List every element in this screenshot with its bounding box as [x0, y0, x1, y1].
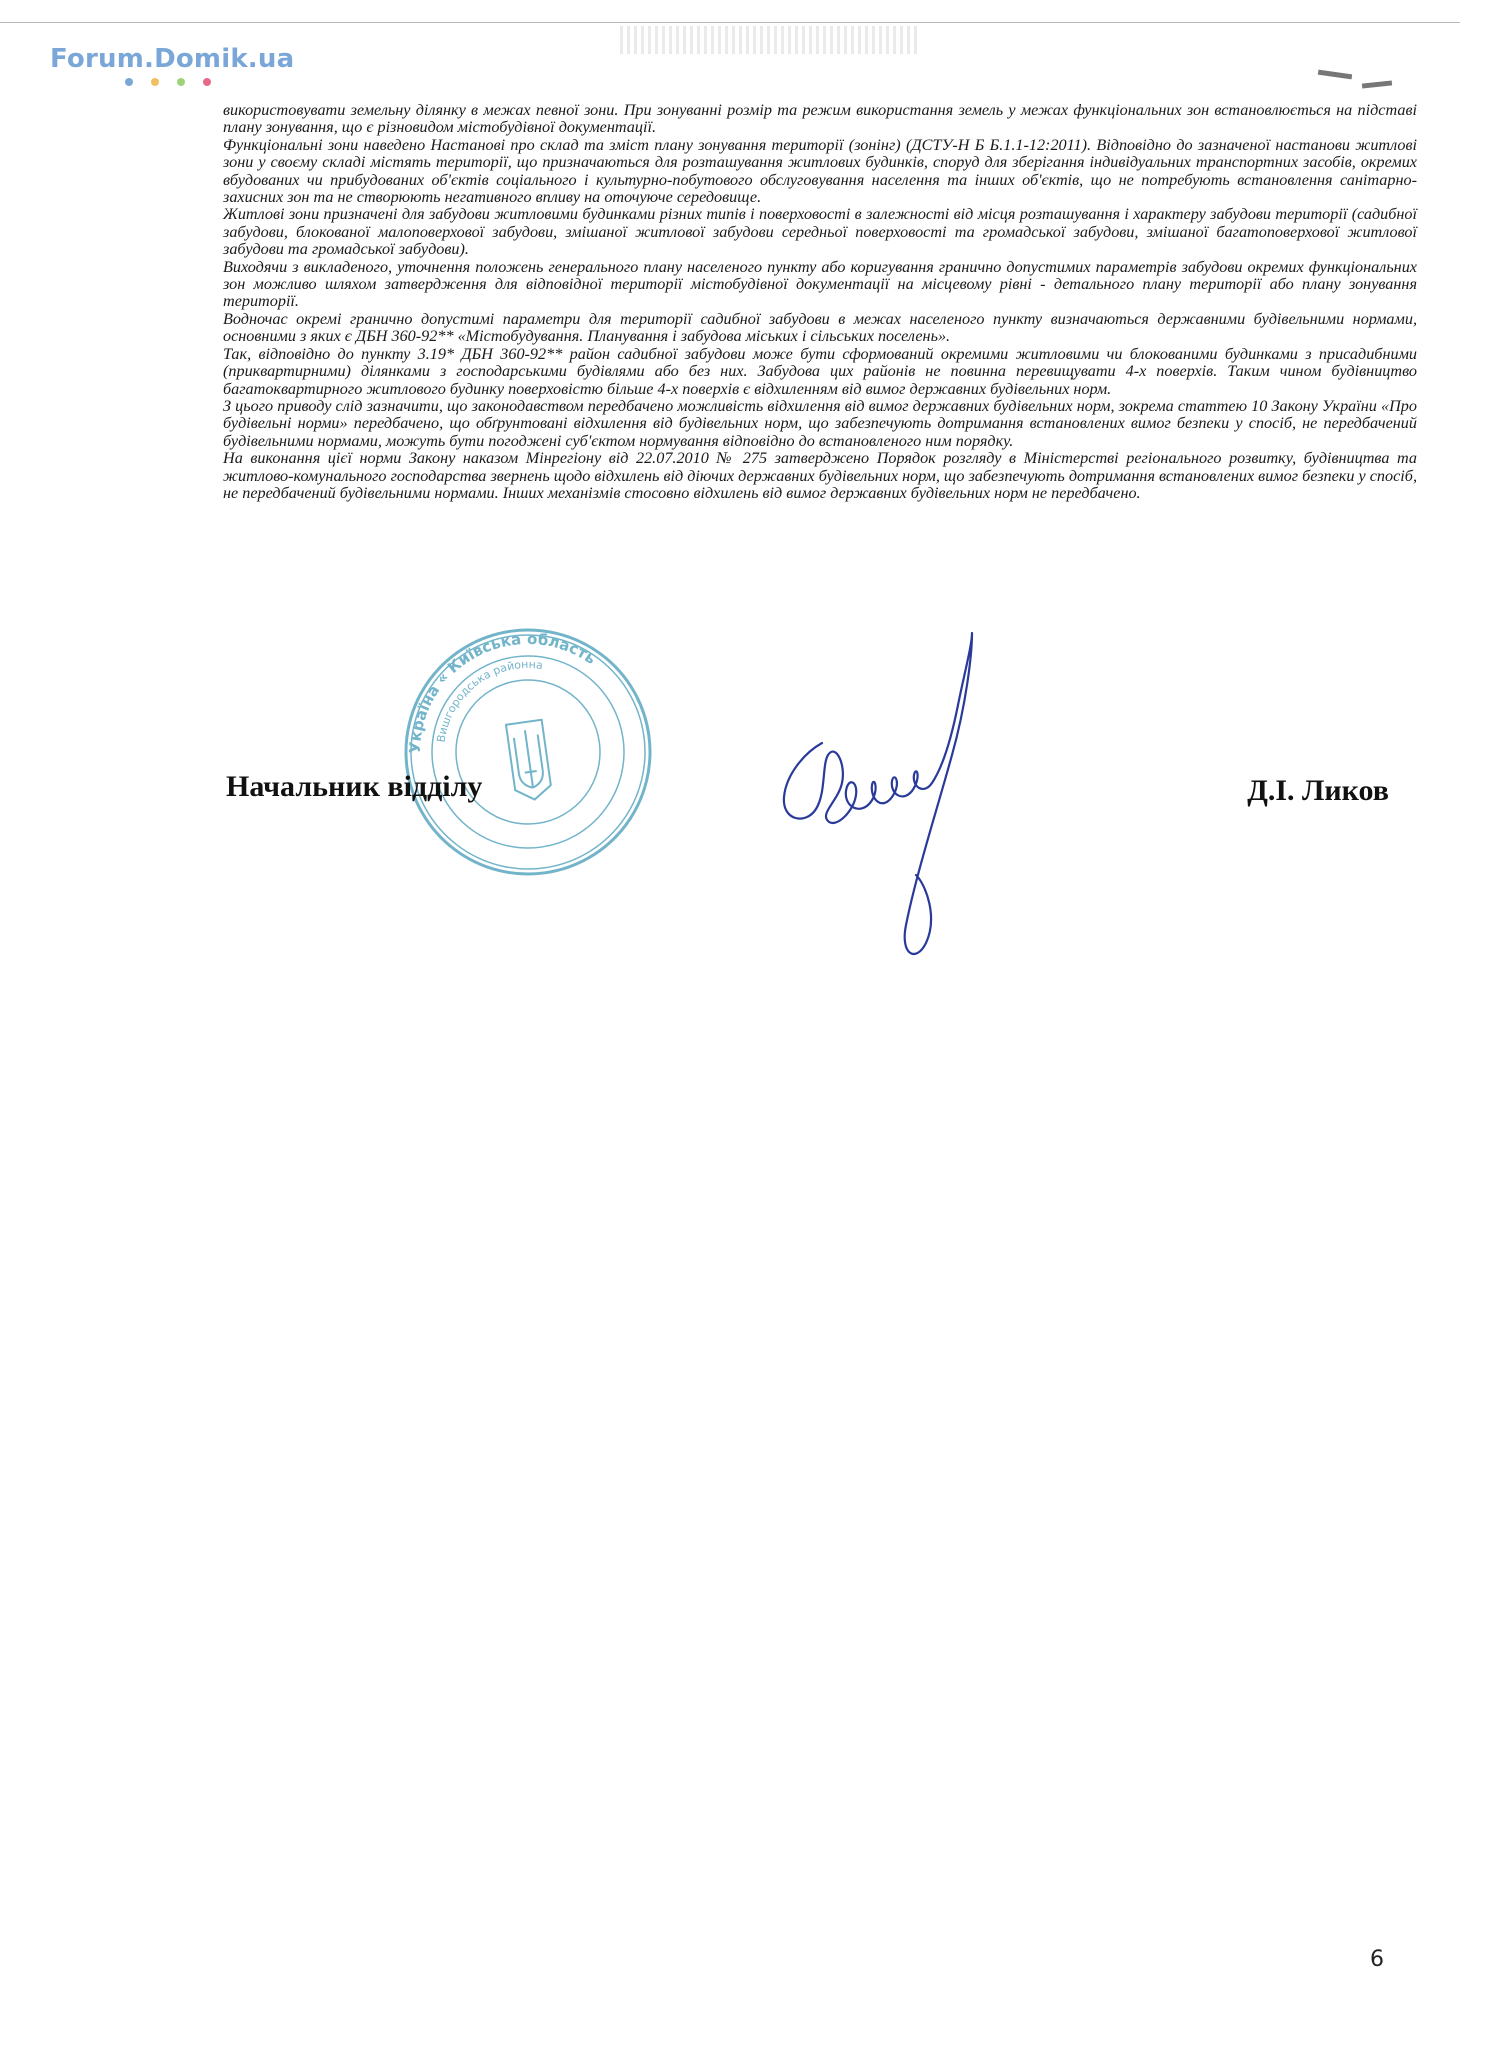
- handwritten-signature: [776, 625, 1006, 970]
- watermark-dot: [177, 78, 185, 86]
- site-watermark: Forum.Domik.ua: [50, 44, 295, 74]
- stamp-outer-text: Україна « Київська область: [405, 629, 600, 754]
- paragraph: Функціональні зони наведено Настанові про склад та зміст плану зонування території (зонінг) (ДСТУ-Н Б Б.1.1-12:2011). Відповідно до зазначеної настанови житлові зони у своєму складі містять території, що призначаються для розташування житлових будинків, споруд для зберігання індивідуальних транспортних засобів, окремих вбудованих чи прибудованих об'єктів соціального і культурно-побутового обслуговування населення та інших об'єктів, що не потребують встановлення санітарно-захисних зон та не створюють негативного впливу на оточуюче середовище.: [223, 135, 1417, 207]
- scan-top-edge: [0, 22, 1460, 23]
- watermark-dots: [125, 78, 211, 86]
- paragraph: Так, відповідно до пункту 3.19* ДБН 360-92** район садибної забудови може бути сформований окремими житловими чи блокованими будинками з присадибними (приквартирними) ділянками з господарськими будівлями або без них. Забудова цих районів не повинна перевищувати 4-х поверхів. Таким чином будівництво багатоквартирного житлового будинку поверховістю більше 4-х поверхів є відхиленням від вимог державних будівельних норм.: [223, 344, 1417, 398]
- scan-mark: [1318, 70, 1352, 80]
- paragraph: З цього приводу слід зазначити, що законодавством передбачено можливість відхилення від вимог державних будівельних норм, зокрема статтею 10 Закону України «Про будівельні норми» передбачено, що обґрунтовані відхилення від будівельних норм, що забезпечують дотримання встановлених вимог безпеки у спосіб, не передбачений будівельними нормами, можуть бути погоджені суб'єктом нормування відповідно до встановленого ним порядку.: [223, 396, 1417, 450]
- scan-mark: [1362, 80, 1392, 88]
- official-stamp: [398, 612, 658, 892]
- page-number: 6: [1370, 1947, 1384, 1972]
- stamp-inner-text: Вишгородська районна: [434, 657, 544, 744]
- scan-smudge: [620, 26, 920, 54]
- signatory-name: Д.І. Ликов: [1247, 774, 1389, 807]
- paragraph: Виходячи з викладеного, уточнення положень генерального плану населеного пункту або коригування гранично допустимих параметрів забудови окремих функціональних зон можливо шляхом затвердження для відповідної території містобудівної документації на місцевому рівні - детального плану території або плану зонування території.: [223, 257, 1417, 311]
- watermark-dot: [125, 78, 133, 86]
- paragraph: Житлові зони призначені для забудови житловими будинками різних типів і поверховості в залежності від місця розташування і характеру забудови території (садибної забудови, блокованої малоповерхової забудови, змішаної житлової забудови середньої поверховості та громадської забудови, змішаної багатоповерхової житлової забудови та громадської забудови).: [223, 205, 1417, 259]
- signatory-title: Начальник відділу: [226, 770, 483, 803]
- letter-body: [223, 102, 1417, 502]
- paragraph: На виконання цієї норми Закону наказом Мінрегіону від 22.07.2010 № 275 затверджено Порядок розгляду в Міністерстві регіонального розвитку, будівництва та житлово-комунального господарства звернень щодо відхилень від діючих державних будівельних норм, що забезпечують дотримання встановлених вимог безпеки у спосіб, не передбачений будівельними нормами. Інших механізмів стосовно відхилень від вимог державних будівельних норм не передбачено.: [223, 449, 1417, 502]
- trident-icon: [506, 720, 553, 802]
- paragraph: використовувати земельну ділянку в межах певної зони. При зонуванні розмір та режим використання земель у межах функціональних зон встановлюється на підставі плану зонування, що є різновидом містобудівної документації.: [223, 101, 1417, 137]
- watermark-dot: [151, 78, 159, 86]
- paragraph: Водночас окремі гранично допустимі параметри для території садибної забудови в межах населеного пункту визначаються державними будівельними нормами, основними з яких є ДБН 360-92** «Містобудування. Планування і забудова міських і сільських поселень».: [223, 309, 1417, 346]
- watermark-dot: [203, 78, 211, 86]
